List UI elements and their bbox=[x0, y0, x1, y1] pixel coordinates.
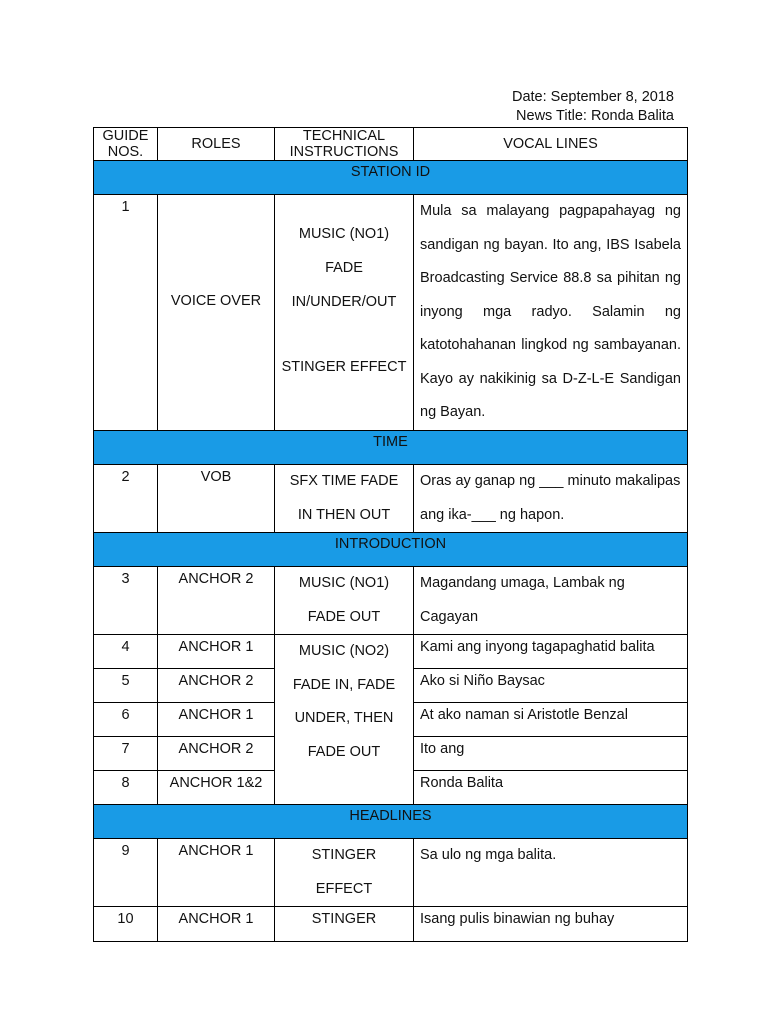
vocal-line: Mula sa malayang pagpapahayag ng sandigan ng bayan. Ito ang, IBS Isabela Broadcasting Service 88.8 sa pihitan ng inyong mga radyo. Salamin ng katotohahanan lingkod ng sambayanan. Kayo ay nakikinig sa D-Z-L-E Sandigan ng Bayan. bbox=[420, 203, 681, 420]
guide-number: 10 bbox=[117, 911, 134, 927]
guide-number: 6 bbox=[121, 707, 130, 723]
role: ANCHOR 1 bbox=[178, 707, 254, 723]
role: ANCHOR 1 bbox=[178, 639, 254, 655]
header-roles: ROLES bbox=[158, 128, 275, 161]
header-technical-instructions: TECHNICAL INSTRUCTIONS bbox=[275, 128, 414, 161]
tech-instruction: MUSIC (NO1) bbox=[298, 575, 390, 591]
tech-instruction: SFX TIME FADE bbox=[289, 473, 399, 489]
tech-instruction: IN THEN OUT bbox=[297, 506, 391, 523]
table-row bbox=[94, 465, 688, 533]
vocal-line: Isang pulis binawian ng buhay bbox=[420, 911, 615, 927]
guide-number: 5 bbox=[121, 673, 130, 689]
tech-instruction: STINGER EFFECT bbox=[281, 359, 407, 375]
radio-script-table bbox=[93, 127, 688, 942]
guide-number: 8 bbox=[121, 775, 130, 791]
role: VOB bbox=[200, 469, 232, 485]
tech-instruction: STINGER bbox=[311, 911, 377, 927]
table-row bbox=[94, 907, 688, 942]
vocal-line: Ito ang bbox=[420, 741, 465, 757]
role: ANCHOR 1 bbox=[178, 911, 254, 927]
table-row bbox=[94, 839, 688, 907]
guide-number: 3 bbox=[121, 571, 130, 587]
role: ANCHOR 1 bbox=[178, 843, 254, 859]
table-row bbox=[94, 195, 688, 431]
table-header-row bbox=[94, 128, 688, 161]
vocal-line: Ako si Niño Baysac bbox=[420, 673, 545, 689]
vocal-line: At ako naman si Aristotle Benzal bbox=[420, 707, 628, 723]
tech-instruction: MUSIC (NO1) bbox=[298, 226, 390, 242]
section-introduction bbox=[94, 533, 688, 567]
tech-instruction: UNDER, THEN bbox=[294, 710, 394, 726]
section-headlines bbox=[94, 805, 688, 839]
vocal-line: Sa ulo ng mga balita. bbox=[420, 847, 557, 863]
section-label: TIME bbox=[373, 434, 408, 450]
vocal-line: Kami ang inyong tagapaghatid balita bbox=[420, 639, 655, 655]
guide-number: 7 bbox=[121, 741, 130, 757]
document-date: Date: September 8, 2018 bbox=[511, 89, 674, 105]
section-time bbox=[94, 431, 688, 465]
role: ANCHOR 1&2 bbox=[169, 775, 263, 791]
tech-instruction: STINGER bbox=[311, 847, 377, 863]
tech-instruction: MUSIC (NO2) bbox=[298, 643, 390, 659]
section-label: STATION ID bbox=[350, 164, 431, 180]
tech-instruction: IN/UNDER/OUT bbox=[291, 294, 397, 310]
tech-instruction: FADE bbox=[325, 260, 363, 276]
role: VOICE OVER bbox=[170, 293, 262, 309]
table-row bbox=[94, 567, 688, 635]
tech-instruction: FADE IN, FADE bbox=[292, 676, 396, 693]
vocal-line: Oras ay ganap ng ___ minuto makalipas ang ika-___ ng hapon. bbox=[420, 473, 681, 523]
role: ANCHOR 2 bbox=[178, 741, 254, 757]
vocal-line: Ronda Balita bbox=[420, 775, 504, 791]
header-vocal-lines: VOCAL LINES bbox=[414, 128, 688, 161]
role: ANCHOR 2 bbox=[178, 571, 254, 587]
table-row bbox=[94, 635, 688, 669]
news-title: News Title: Ronda Balita bbox=[516, 108, 674, 124]
section-label: HEADLINES bbox=[349, 808, 432, 824]
guide-number: 1 bbox=[121, 199, 130, 215]
guide-number: 9 bbox=[121, 843, 130, 859]
vocal-line: Magandang umaga, Lambak ng Cagayan bbox=[420, 575, 625, 625]
section-label: INTRODUCTION bbox=[334, 536, 447, 552]
tech-instruction: EFFECT bbox=[315, 880, 373, 897]
tech-instruction: FADE OUT bbox=[307, 608, 381, 625]
header-guide-nos: GUIDE NOS. bbox=[94, 128, 158, 161]
tech-instruction: FADE OUT bbox=[307, 743, 381, 760]
section-station-id bbox=[94, 161, 688, 195]
role: ANCHOR 2 bbox=[178, 673, 254, 689]
guide-number: 4 bbox=[121, 639, 130, 655]
guide-number: 2 bbox=[121, 469, 130, 485]
